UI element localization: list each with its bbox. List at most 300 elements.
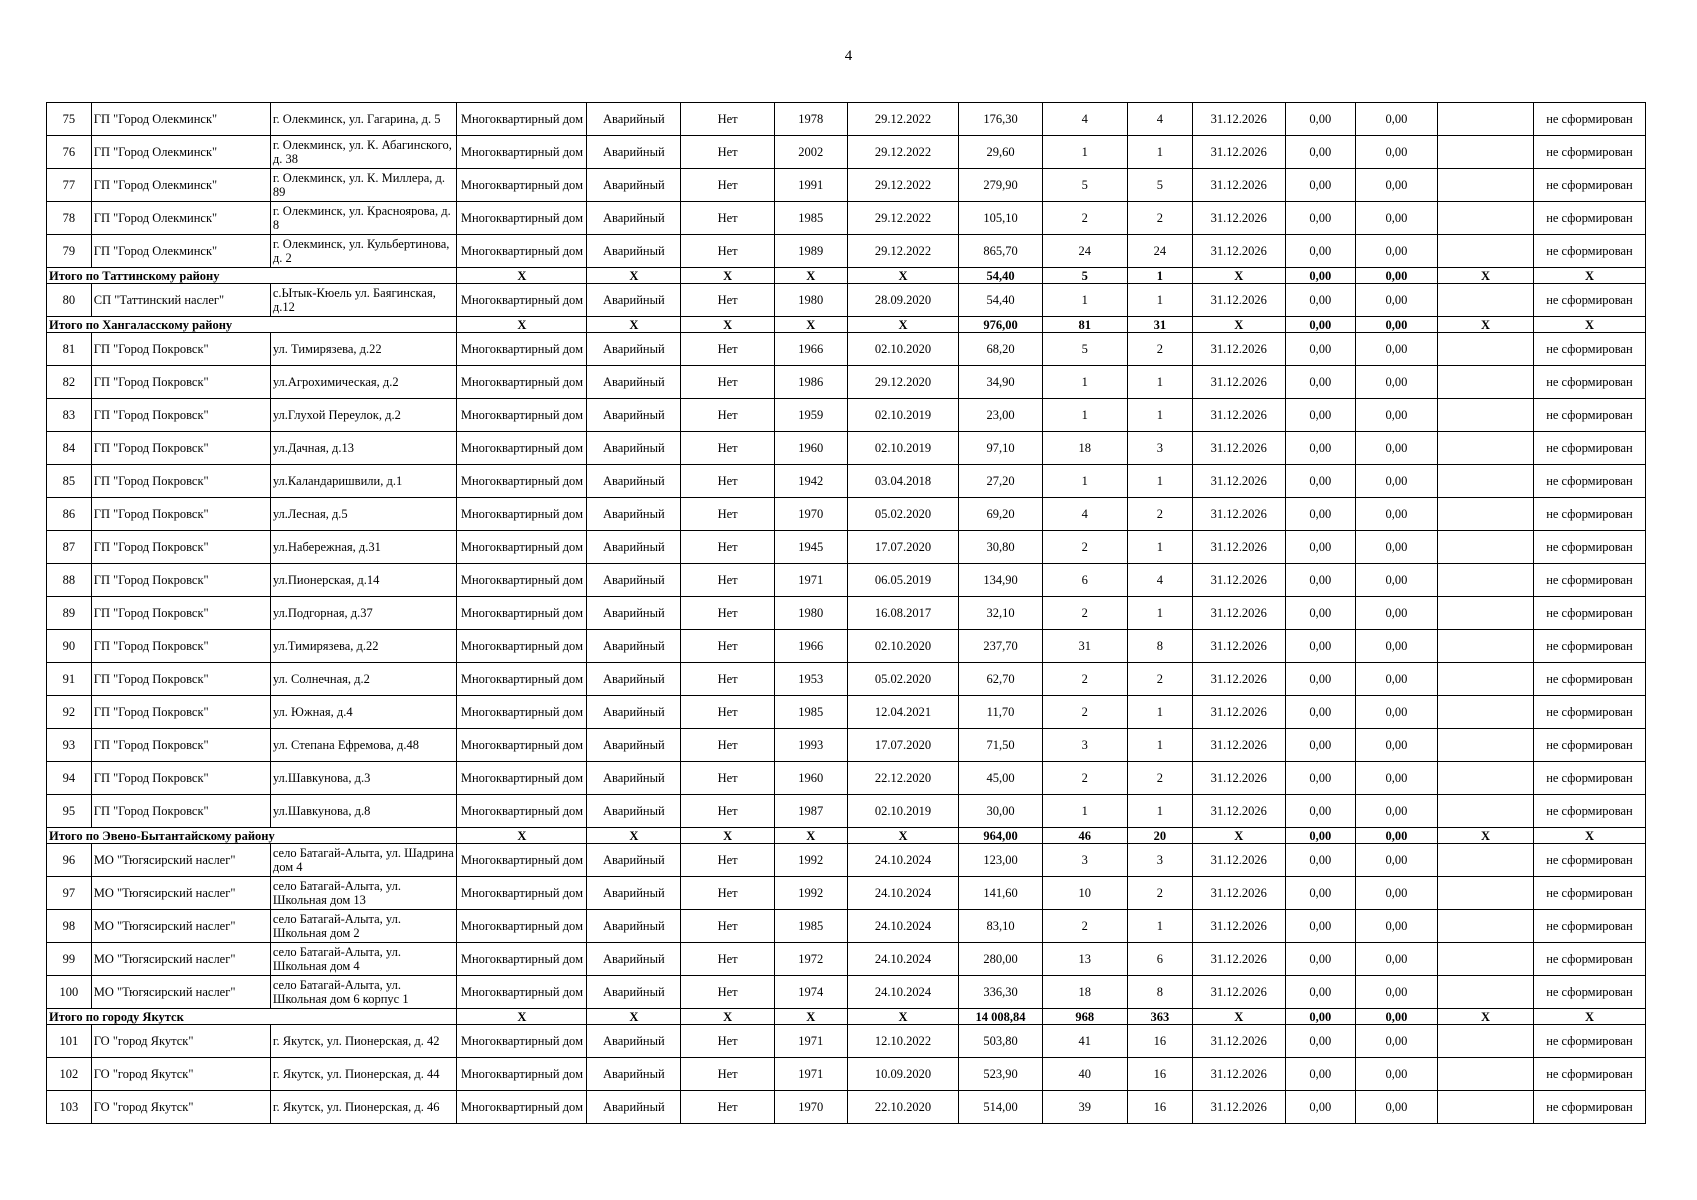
plan-status-cell: не сформирован [1533, 284, 1645, 317]
amount-a-cell: 0,00 [1285, 729, 1355, 762]
address-cell: ул.Лесная, д.5 [270, 498, 457, 531]
area-cell: 45,00 [959, 762, 1042, 795]
build-year-cell: 1971 [775, 1025, 847, 1058]
planned-date-cell: 31.12.2026 [1192, 498, 1285, 531]
build-year-cell: 1966 [775, 333, 847, 366]
is-cultural-heritage-cell: Нет [681, 531, 775, 564]
address-cell: ул.Подгорная, д.37 [270, 597, 457, 630]
subtotal-cell: 0,00 [1355, 317, 1437, 333]
apartments-count-cell: 2 [1127, 663, 1192, 696]
amount-a-cell: 0,00 [1285, 531, 1355, 564]
amount-a-cell: 0,00 [1285, 366, 1355, 399]
subtotal-cell: 81 [1042, 317, 1127, 333]
planned-date-cell: 31.12.2026 [1192, 284, 1285, 317]
subtotal-cell: 0,00 [1285, 828, 1355, 844]
note-cell [1438, 910, 1534, 943]
planned-date-cell: 31.12.2026 [1192, 910, 1285, 943]
condition-cell: Аварийный [587, 943, 681, 976]
planned-date-cell: 31.12.2026 [1192, 366, 1285, 399]
municipality-cell: ГО "город Якутск" [91, 1091, 270, 1124]
planned-date-cell: 31.12.2026 [1192, 333, 1285, 366]
building-type-cell: Многоквартирный дом [457, 432, 587, 465]
row-number-cell: 91 [47, 663, 92, 696]
table-row [47, 103, 1646, 136]
table-row [47, 366, 1646, 399]
residents-count-cell: 2 [1042, 202, 1127, 235]
subtotal-row [47, 1009, 1646, 1025]
table-row [47, 333, 1646, 366]
subtotal-cell: 46 [1042, 828, 1127, 844]
apartments-count-cell: 1 [1127, 795, 1192, 828]
is-cultural-heritage-cell: Нет [681, 1025, 775, 1058]
planned-date-cell: 31.12.2026 [1192, 630, 1285, 663]
build-year-cell: 1960 [775, 762, 847, 795]
plan-status-cell: не сформирован [1533, 465, 1645, 498]
amount-a-cell: 0,00 [1285, 432, 1355, 465]
building-type-cell: Многоквартирный дом [457, 235, 587, 268]
amount-b-cell: 0,00 [1355, 663, 1437, 696]
municipality-cell: ГП "Город Покровск" [91, 663, 270, 696]
planned-date-cell: 31.12.2026 [1192, 399, 1285, 432]
area-cell: 68,20 [959, 333, 1042, 366]
is-cultural-heritage-cell: Нет [681, 762, 775, 795]
residents-count-cell: 1 [1042, 465, 1127, 498]
housing-registry-table [46, 102, 1646, 1124]
is-cultural-heritage-cell: Нет [681, 432, 775, 465]
building-type-cell: Многоквартирный дом [457, 1058, 587, 1091]
address-cell: ул.Пионерская, д.14 [270, 564, 457, 597]
building-type-cell: Многоквартирный дом [457, 202, 587, 235]
residents-count-cell: 10 [1042, 877, 1127, 910]
address-cell: г. Олекминск, ул. Кульбертинова, д. 2 [270, 235, 457, 268]
table-row [47, 432, 1646, 465]
building-type-cell: Многоквартирный дом [457, 465, 587, 498]
planned-date-cell: 31.12.2026 [1192, 597, 1285, 630]
table-row [47, 136, 1646, 169]
row-number-cell: 81 [47, 333, 92, 366]
table-row [47, 399, 1646, 432]
amount-a-cell: 0,00 [1285, 465, 1355, 498]
subtotal-cell: X [457, 317, 587, 333]
is-cultural-heritage-cell: Нет [681, 202, 775, 235]
residents-count-cell: 2 [1042, 597, 1127, 630]
area-cell: 83,10 [959, 910, 1042, 943]
amount-a-cell: 0,00 [1285, 663, 1355, 696]
amount-a-cell: 0,00 [1285, 103, 1355, 136]
subtotal-cell: X [1192, 317, 1285, 333]
municipality-cell: ГП "Город Покровск" [91, 531, 270, 564]
building-type-cell: Многоквартирный дом [457, 498, 587, 531]
is-cultural-heritage-cell: Нет [681, 910, 775, 943]
municipality-cell: ГП "Город Покровск" [91, 630, 270, 663]
registry-body [47, 103, 1646, 1124]
subtotal-cell: X [1438, 268, 1534, 284]
subtotal-cell: X [1533, 828, 1645, 844]
row-number-cell: 79 [47, 235, 92, 268]
note-cell [1438, 762, 1534, 795]
residents-count-cell: 3 [1042, 729, 1127, 762]
subtotal-cell: 31 [1127, 317, 1192, 333]
address-cell: г. Олекминск, ул. Красноярова, д. 8 [270, 202, 457, 235]
condition-cell: Аварийный [587, 762, 681, 795]
plan-status-cell: не сформирован [1533, 564, 1645, 597]
residents-count-cell: 1 [1042, 399, 1127, 432]
recognition-date-cell: 02.10.2019 [847, 795, 959, 828]
subtotal-cell: X [681, 1009, 775, 1025]
table-row [47, 877, 1646, 910]
condition-cell: Аварийный [587, 169, 681, 202]
recognition-date-cell: 16.08.2017 [847, 597, 959, 630]
municipality-cell: ГП "Город Покровск" [91, 795, 270, 828]
amount-b-cell: 0,00 [1355, 564, 1437, 597]
residents-count-cell: 1 [1042, 795, 1127, 828]
area-cell: 32,10 [959, 597, 1042, 630]
area-cell: 97,10 [959, 432, 1042, 465]
condition-cell: Аварийный [587, 531, 681, 564]
address-cell: село Батагай-Алыта, ул. Шадрина дом 4 [270, 844, 457, 877]
row-number-cell: 92 [47, 696, 92, 729]
row-number-cell: 78 [47, 202, 92, 235]
area-cell: 336,30 [959, 976, 1042, 1009]
subtotal-label: Итого по Эвено-Бытантайскому району [47, 828, 457, 844]
is-cultural-heritage-cell: Нет [681, 103, 775, 136]
address-cell: г. Олекминск, ул. К. Абагинского, д. 38 [270, 136, 457, 169]
note-cell [1438, 284, 1534, 317]
amount-b-cell: 0,00 [1355, 498, 1437, 531]
amount-b-cell: 0,00 [1355, 630, 1437, 663]
planned-date-cell: 31.12.2026 [1192, 696, 1285, 729]
planned-date-cell: 31.12.2026 [1192, 202, 1285, 235]
building-type-cell: Многоквартирный дом [457, 597, 587, 630]
note-cell [1438, 103, 1534, 136]
plan-status-cell: не сформирован [1533, 663, 1645, 696]
area-cell: 123,00 [959, 844, 1042, 877]
area-cell: 30,00 [959, 795, 1042, 828]
residents-count-cell: 3 [1042, 844, 1127, 877]
subtotal-cell: X [681, 828, 775, 844]
recognition-date-cell: 29.12.2022 [847, 235, 959, 268]
municipality-cell: СП "Таттинский наслег" [91, 284, 270, 317]
build-year-cell: 1974 [775, 976, 847, 1009]
build-year-cell: 1980 [775, 597, 847, 630]
municipality-cell: ГП "Город Покровск" [91, 366, 270, 399]
condition-cell: Аварийный [587, 663, 681, 696]
plan-status-cell: не сформирован [1533, 235, 1645, 268]
amount-a-cell: 0,00 [1285, 136, 1355, 169]
recognition-date-cell: 24.10.2024 [847, 943, 959, 976]
building-type-cell: Многоквартирный дом [457, 399, 587, 432]
amount-b-cell: 0,00 [1355, 1091, 1437, 1124]
amount-b-cell: 0,00 [1355, 366, 1437, 399]
plan-status-cell: не сформирован [1533, 498, 1645, 531]
recognition-date-cell: 28.09.2020 [847, 284, 959, 317]
subtotal-cell: X [1533, 268, 1645, 284]
amount-a-cell: 0,00 [1285, 564, 1355, 597]
building-type-cell: Многоквартирный дом [457, 844, 587, 877]
apartments-count-cell: 8 [1127, 630, 1192, 663]
amount-b-cell: 0,00 [1355, 762, 1437, 795]
plan-status-cell: не сформирован [1533, 762, 1645, 795]
recognition-date-cell: 17.07.2020 [847, 729, 959, 762]
row-number-cell: 87 [47, 531, 92, 564]
plan-status-cell: не сформирован [1533, 1058, 1645, 1091]
plan-status-cell: не сформирован [1533, 531, 1645, 564]
area-cell: 523,90 [959, 1058, 1042, 1091]
building-type-cell: Многоквартирный дом [457, 136, 587, 169]
amount-b-cell: 0,00 [1355, 696, 1437, 729]
plan-status-cell: не сформирован [1533, 136, 1645, 169]
table-row [47, 597, 1646, 630]
recognition-date-cell: 05.02.2020 [847, 498, 959, 531]
area-cell: 280,00 [959, 943, 1042, 976]
condition-cell: Аварийный [587, 498, 681, 531]
area-cell: 503,80 [959, 1025, 1042, 1058]
area-cell: 62,70 [959, 663, 1042, 696]
planned-date-cell: 31.12.2026 [1192, 432, 1285, 465]
residents-count-cell: 5 [1042, 169, 1127, 202]
address-cell: село Батагай-Алыта, ул. Школьная дом 2 [270, 910, 457, 943]
municipality-cell: ГП "Город Покровск" [91, 564, 270, 597]
note-cell [1438, 235, 1534, 268]
building-type-cell: Многоквартирный дом [457, 284, 587, 317]
row-number-cell: 85 [47, 465, 92, 498]
apartments-count-cell: 1 [1127, 910, 1192, 943]
area-cell: 865,70 [959, 235, 1042, 268]
subtotal-cell: X [775, 317, 847, 333]
is-cultural-heritage-cell: Нет [681, 399, 775, 432]
build-year-cell: 1971 [775, 1058, 847, 1091]
residents-count-cell: 2 [1042, 762, 1127, 795]
planned-date-cell: 31.12.2026 [1192, 1025, 1285, 1058]
building-type-cell: Многоквартирный дом [457, 762, 587, 795]
address-cell: ул. Тимирязева, д.22 [270, 333, 457, 366]
table-row [47, 169, 1646, 202]
building-type-cell: Многоквартирный дом [457, 729, 587, 762]
note-cell [1438, 465, 1534, 498]
planned-date-cell: 31.12.2026 [1192, 103, 1285, 136]
residents-count-cell: 5 [1042, 333, 1127, 366]
amount-b-cell: 0,00 [1355, 169, 1437, 202]
row-number-cell: 95 [47, 795, 92, 828]
area-cell: 34,90 [959, 366, 1042, 399]
subtotal-label: Итого по Таттинскому району [47, 268, 457, 284]
recognition-date-cell: 24.10.2024 [847, 910, 959, 943]
building-type-cell: Многоквартирный дом [457, 910, 587, 943]
row-number-cell: 100 [47, 976, 92, 1009]
condition-cell: Аварийный [587, 333, 681, 366]
residents-count-cell: 18 [1042, 976, 1127, 1009]
plan-status-cell: не сформирован [1533, 943, 1645, 976]
condition-cell: Аварийный [587, 729, 681, 762]
subtotal-cell: 0,00 [1285, 317, 1355, 333]
row-number-cell: 97 [47, 877, 92, 910]
amount-b-cell: 0,00 [1355, 910, 1437, 943]
subtotal-cell: 54,40 [959, 268, 1042, 284]
amount-a-cell: 0,00 [1285, 1025, 1355, 1058]
recognition-date-cell: 02.10.2019 [847, 399, 959, 432]
condition-cell: Аварийный [587, 1058, 681, 1091]
build-year-cell: 1942 [775, 465, 847, 498]
note-cell [1438, 663, 1534, 696]
row-number-cell: 99 [47, 943, 92, 976]
subtotal-cell: 1 [1127, 268, 1192, 284]
apartments-count-cell: 1 [1127, 729, 1192, 762]
amount-a-cell: 0,00 [1285, 498, 1355, 531]
municipality-cell: ГП "Город Покровск" [91, 696, 270, 729]
building-type-cell: Многоквартирный дом [457, 103, 587, 136]
row-number-cell: 86 [47, 498, 92, 531]
planned-date-cell: 31.12.2026 [1192, 795, 1285, 828]
recognition-date-cell: 29.12.2022 [847, 136, 959, 169]
recognition-date-cell: 29.12.2020 [847, 366, 959, 399]
plan-status-cell: не сформирован [1533, 366, 1645, 399]
is-cultural-heritage-cell: Нет [681, 284, 775, 317]
plan-status-cell: не сформирован [1533, 795, 1645, 828]
condition-cell: Аварийный [587, 564, 681, 597]
apartments-count-cell: 1 [1127, 366, 1192, 399]
row-number-cell: 80 [47, 284, 92, 317]
address-cell: г. Якутск, ул. Пионерская, д. 46 [270, 1091, 457, 1124]
note-cell [1438, 1058, 1534, 1091]
table-row [47, 465, 1646, 498]
amount-a-cell: 0,00 [1285, 202, 1355, 235]
note-cell [1438, 795, 1534, 828]
apartments-count-cell: 2 [1127, 202, 1192, 235]
address-cell: г. Олекминск, ул. Гагарина, д. 5 [270, 103, 457, 136]
municipality-cell: ГП "Город Покровск" [91, 498, 270, 531]
planned-date-cell: 31.12.2026 [1192, 762, 1285, 795]
area-cell: 69,20 [959, 498, 1042, 531]
build-year-cell: 1985 [775, 696, 847, 729]
amount-b-cell: 0,00 [1355, 465, 1437, 498]
residents-count-cell: 4 [1042, 498, 1127, 531]
subtotal-cell: 363 [1127, 1009, 1192, 1025]
subtotal-row [47, 828, 1646, 844]
note-cell [1438, 366, 1534, 399]
plan-status-cell: не сформирован [1533, 399, 1645, 432]
is-cultural-heritage-cell: Нет [681, 235, 775, 268]
residents-count-cell: 1 [1042, 284, 1127, 317]
recognition-date-cell: 29.12.2022 [847, 169, 959, 202]
condition-cell: Аварийный [587, 136, 681, 169]
note-cell [1438, 597, 1534, 630]
subtotal-cell: X [457, 1009, 587, 1025]
plan-status-cell: не сформирован [1533, 910, 1645, 943]
planned-date-cell: 31.12.2026 [1192, 844, 1285, 877]
building-type-cell: Многоквартирный дом [457, 1025, 587, 1058]
note-cell [1438, 432, 1534, 465]
condition-cell: Аварийный [587, 202, 681, 235]
condition-cell: Аварийный [587, 795, 681, 828]
municipality-cell: ГО "город Якутск" [91, 1025, 270, 1058]
address-cell: ул.Агрохимическая, д.2 [270, 366, 457, 399]
condition-cell: Аварийный [587, 630, 681, 663]
is-cultural-heritage-cell: Нет [681, 795, 775, 828]
planned-date-cell: 31.12.2026 [1192, 663, 1285, 696]
address-cell: г. Якутск, ул. Пионерская, д. 42 [270, 1025, 457, 1058]
subtotal-cell: X [847, 1009, 959, 1025]
row-number-cell: 103 [47, 1091, 92, 1124]
apartments-count-cell: 5 [1127, 169, 1192, 202]
build-year-cell: 1966 [775, 630, 847, 663]
planned-date-cell: 31.12.2026 [1192, 729, 1285, 762]
build-year-cell: 1980 [775, 284, 847, 317]
address-cell: ул.Шавкунова, д.8 [270, 795, 457, 828]
condition-cell: Аварийный [587, 696, 681, 729]
build-year-cell: 1993 [775, 729, 847, 762]
condition-cell: Аварийный [587, 465, 681, 498]
subtotal-cell: X [1438, 1009, 1534, 1025]
note-cell [1438, 1091, 1534, 1124]
building-type-cell: Многоквартирный дом [457, 169, 587, 202]
note-cell [1438, 498, 1534, 531]
planned-date-cell: 31.12.2026 [1192, 564, 1285, 597]
table-row [47, 844, 1646, 877]
table-row [47, 564, 1646, 597]
municipality-cell: МО "Тюгясирский наслег" [91, 844, 270, 877]
amount-b-cell: 0,00 [1355, 202, 1437, 235]
address-cell: ул.Глухой Переулок, д.2 [270, 399, 457, 432]
table-row [47, 202, 1646, 235]
note-cell [1438, 696, 1534, 729]
recognition-date-cell: 02.10.2020 [847, 333, 959, 366]
is-cultural-heritage-cell: Нет [681, 729, 775, 762]
planned-date-cell: 31.12.2026 [1192, 465, 1285, 498]
municipality-cell: ГП "Город Покровск" [91, 762, 270, 795]
subtotal-cell: X [1533, 1009, 1645, 1025]
amount-b-cell: 0,00 [1355, 235, 1437, 268]
subtotal-cell: X [457, 268, 587, 284]
residents-count-cell: 6 [1042, 564, 1127, 597]
address-cell: село Батагай-Алыта, ул. Школьная дом 6 корпус 1 [270, 976, 457, 1009]
table-row [47, 943, 1646, 976]
is-cultural-heritage-cell: Нет [681, 169, 775, 202]
recognition-date-cell: 02.10.2020 [847, 630, 959, 663]
condition-cell: Аварийный [587, 235, 681, 268]
plan-status-cell: не сформирован [1533, 432, 1645, 465]
apartments-count-cell: 1 [1127, 465, 1192, 498]
subtotal-cell: X [775, 1009, 847, 1025]
row-number-cell: 94 [47, 762, 92, 795]
address-cell: г. Якутск, ул. Пионерская, д. 44 [270, 1058, 457, 1091]
table-row [47, 1025, 1646, 1058]
amount-b-cell: 0,00 [1355, 943, 1437, 976]
municipality-cell: ГП "Город Покровск" [91, 465, 270, 498]
table-row [47, 696, 1646, 729]
amount-b-cell: 0,00 [1355, 333, 1437, 366]
table-row [47, 498, 1646, 531]
municipality-cell: МО "Тюгясирский наслег" [91, 910, 270, 943]
amount-b-cell: 0,00 [1355, 284, 1437, 317]
amount-a-cell: 0,00 [1285, 169, 1355, 202]
municipality-cell: ГП "Город Покровск" [91, 729, 270, 762]
address-cell: ул.Каландаришвили, д.1 [270, 465, 457, 498]
amount-b-cell: 0,00 [1355, 531, 1437, 564]
row-number-cell: 77 [47, 169, 92, 202]
apartments-count-cell: 1 [1127, 399, 1192, 432]
subtotal-row [47, 268, 1646, 284]
residents-count-cell: 13 [1042, 943, 1127, 976]
note-cell [1438, 976, 1534, 1009]
subtotal-cell: X [1192, 1009, 1285, 1025]
table-row [47, 1058, 1646, 1091]
table-row [47, 630, 1646, 663]
address-cell: ул.Дачная, д.13 [270, 432, 457, 465]
build-year-cell: 1972 [775, 943, 847, 976]
recognition-date-cell: 06.05.2019 [847, 564, 959, 597]
row-number-cell: 84 [47, 432, 92, 465]
plan-status-cell: не сформирован [1533, 976, 1645, 1009]
